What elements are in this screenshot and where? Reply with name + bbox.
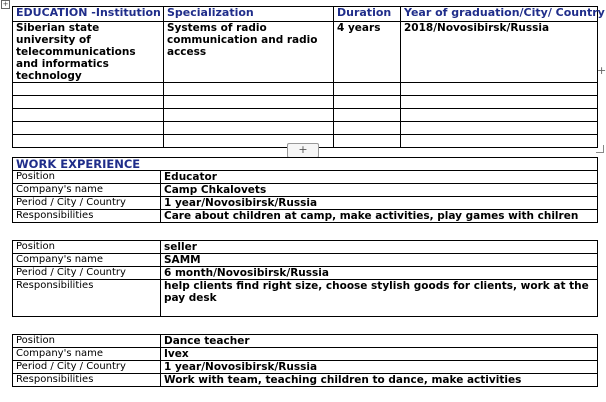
work-table-2 xyxy=(12,240,598,317)
empty-cell[interactable] xyxy=(401,122,598,135)
empty-cell[interactable] xyxy=(334,122,401,135)
work-row-company xyxy=(13,254,598,267)
work-experience-title: WORK EXPERIENCE xyxy=(13,158,598,171)
work-row-period xyxy=(13,361,598,374)
period-label: Period / City / Country xyxy=(13,361,161,374)
work-row-period xyxy=(13,197,598,210)
responsibilities-label: Responsibilities xyxy=(13,210,161,223)
empty-cell[interactable] xyxy=(13,122,164,135)
position-label: Position xyxy=(13,171,161,184)
education-header-duration: Duration xyxy=(334,7,401,22)
responsibilities-value[interactable]: Care about children at camp, make activities, play games with chilren xyxy=(161,210,598,223)
company-value[interactable]: Camp Chkalovets xyxy=(161,184,598,197)
empty-cell[interactable] xyxy=(334,83,401,96)
add-column-icon[interactable]: + xyxy=(597,64,606,77)
company-label: Company's name xyxy=(13,348,161,361)
responsibilities-label: Responsibilities xyxy=(13,280,161,317)
position-label: Position xyxy=(13,241,161,254)
work-row-responsibilities xyxy=(13,280,598,317)
education-row xyxy=(13,22,598,83)
work-row-period xyxy=(13,267,598,280)
empty-cell[interactable] xyxy=(334,96,401,109)
education-header-graduation: Year of graduation/City/ Country xyxy=(401,7,598,22)
education-graduation[interactable]: 2018/Novosibirsk/Russia xyxy=(401,22,598,83)
empty-cell[interactable] xyxy=(13,96,164,109)
education-institution[interactable]: Siberian state university of telecommunications and informatics technology xyxy=(13,22,164,83)
position-value[interactable]: Educator xyxy=(161,171,598,184)
education-empty-row xyxy=(13,122,598,135)
responsibilities-label: Responsibilities xyxy=(13,374,161,387)
empty-cell[interactable] xyxy=(13,109,164,122)
education-header-specialization: Specialization xyxy=(164,7,334,22)
responsibilities-value[interactable]: help clients find right size, choose stylish goods for clients, work at the pay desk xyxy=(161,280,598,317)
company-label: Company's name xyxy=(13,254,161,267)
company-value[interactable]: Ivex xyxy=(161,348,598,361)
empty-cell[interactable] xyxy=(401,96,598,109)
table-move-handle-icon[interactable]: + xyxy=(2,0,9,8)
empty-cell[interactable] xyxy=(164,109,334,122)
period-label: Period / City / Country xyxy=(13,267,161,280)
work-row-company xyxy=(13,348,598,361)
education-empty-row xyxy=(13,109,598,122)
work-title-row xyxy=(13,158,598,171)
work-row-responsibilities xyxy=(13,374,598,387)
work-row-position xyxy=(13,171,598,184)
empty-cell[interactable] xyxy=(401,135,598,148)
education-table xyxy=(12,6,605,148)
empty-cell[interactable] xyxy=(164,83,334,96)
empty-cell[interactable] xyxy=(13,83,164,96)
period-value[interactable]: 6 month/Novosibirsk/Russia xyxy=(161,267,598,280)
company-value[interactable]: SAMM xyxy=(161,254,598,267)
work-row-position xyxy=(13,335,598,348)
education-duration[interactable]: 4 years xyxy=(334,22,401,83)
period-value[interactable]: 1 year/Novosibirsk/Russia xyxy=(161,197,598,210)
company-label: Company's name xyxy=(13,184,161,197)
period-label: Period / City / Country xyxy=(13,197,161,210)
work-table-3 xyxy=(12,334,598,387)
empty-cell[interactable] xyxy=(334,109,401,122)
work-row-responsibilities xyxy=(13,210,598,223)
position-label: Position xyxy=(13,335,161,348)
position-value[interactable]: Dance teacher xyxy=(161,335,598,348)
empty-cell[interactable] xyxy=(401,109,598,122)
education-header-row xyxy=(13,7,598,22)
work-row-company xyxy=(13,184,598,197)
empty-cell[interactable] xyxy=(13,135,164,148)
add-row-button[interactable]: + xyxy=(287,143,319,158)
table-resize-handle-icon[interactable] xyxy=(596,145,604,153)
position-value[interactable]: seller xyxy=(161,241,598,254)
empty-cell[interactable] xyxy=(401,83,598,96)
empty-cell[interactable] xyxy=(164,96,334,109)
education-header-institution: EDUCATION -Institution xyxy=(13,7,164,22)
work-table-1 xyxy=(12,157,598,223)
education-specialization[interactable]: Systems of radio communication and radio access xyxy=(164,22,334,83)
education-empty-row xyxy=(13,96,598,109)
education-empty-row xyxy=(13,83,598,96)
work-row-position xyxy=(13,241,598,254)
period-value[interactable]: 1 year/Novosibirsk/Russia xyxy=(161,361,598,374)
empty-cell[interactable] xyxy=(334,135,401,148)
empty-cell[interactable] xyxy=(164,122,334,135)
responsibilities-value[interactable]: Work with team, teaching children to dance, make activities xyxy=(161,374,598,387)
